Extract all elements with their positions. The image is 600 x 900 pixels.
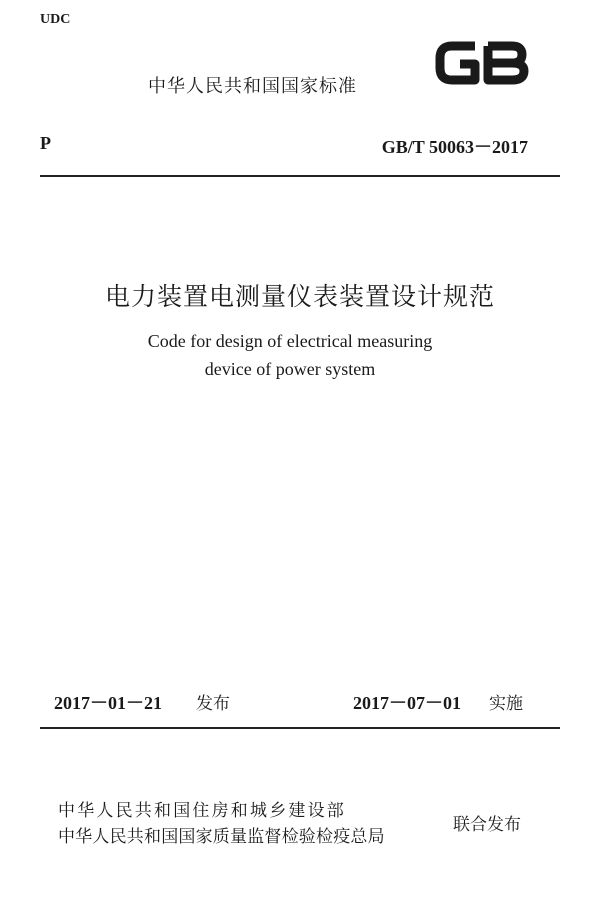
classification-code: P bbox=[40, 133, 51, 153]
implementation-label: 实施 bbox=[489, 694, 523, 714]
implementation-date: 2017－07－01 bbox=[353, 693, 461, 713]
issuer-quality-supervision: 中华人民共和国国家质量监督检验检疫总局 bbox=[58, 827, 385, 847]
top-divider bbox=[40, 175, 560, 177]
standard-number: GB/T 50063－2017 bbox=[381, 137, 528, 157]
title-english-line2: device of power system bbox=[204, 359, 376, 379]
title-chinese: 电力装置电测量仪表装置设计规范 bbox=[104, 282, 495, 311]
standard-type: 中华人民共和国国家标准 bbox=[148, 76, 357, 97]
bottom-divider bbox=[40, 727, 560, 729]
joint-release-label: 联合发布 bbox=[453, 815, 521, 835]
gb-logo bbox=[432, 34, 532, 92]
release-label: 发布 bbox=[196, 694, 230, 714]
release-date: 2017－01－21 bbox=[54, 693, 162, 713]
udc-label: UDC bbox=[40, 12, 71, 27]
issuer-ministry-housing: 中华人民共和国住房和城乡建设部 bbox=[58, 801, 346, 821]
title-english-line1: Code for design of electrical measuring bbox=[147, 331, 433, 351]
